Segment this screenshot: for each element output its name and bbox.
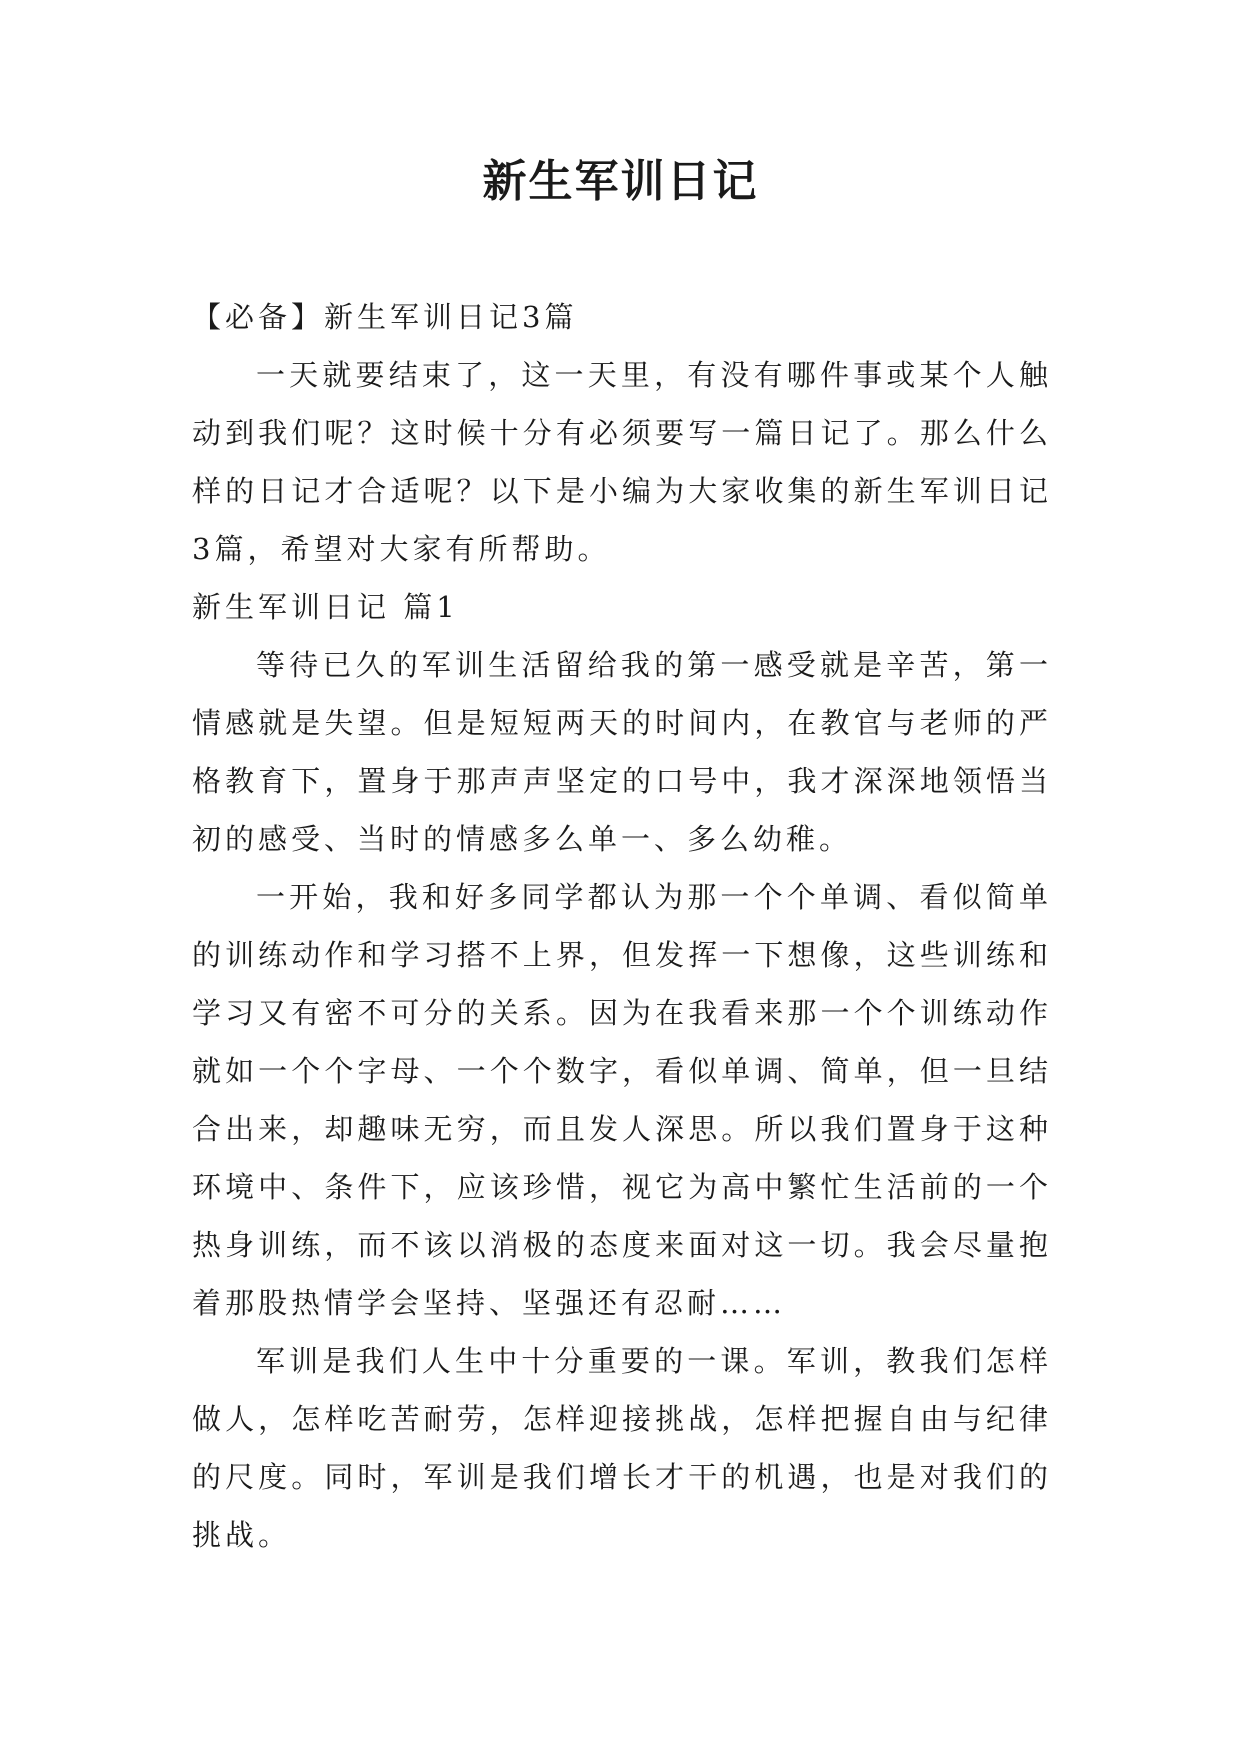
intro-paragraph: 一天就要结束了，这一天里，有没有哪件事或某个人触动到我们呢？这时候十分有必须要写一篇日记了。那么什么样的日记才合适呢？以下是小编为大家收集的新生军训日记3篇，希望对大家有所帮助。	[192, 358, 1052, 566]
document-subtitle: 【必备】新生军训日记3篇	[192, 300, 578, 334]
document-body	[192, 288, 1052, 1564]
body-paragraph: 一开始，我和好多同学都认为那一个个单调、看似简单的训练动作和学习搭不上界，但发挥一下想像，这些训练和学习又有密不可分的关系。因为在我看来那一个个训练动作就如一个个字母、一个个数字，看似单调、简单，但一旦结合出来，却趣味无穷，而且发人深思。所以我们置身于这种环境中、条件下，应该珍惜，视它为高中繁忙生活前的一个热身训练，而不该以消极的态度来面对这一切。我会尽量抱着那股热情学会坚持、坚强还有忍耐……	[192, 880, 1052, 1320]
body-paragraph: 等待已久的军训生活留给我的第一感受就是辛苦，第一情感就是失望。但是短短两天的时间内，在教官与老师的严格教育下，置身于那声声坚定的口号中，我才深深地领悟当初的感受、当时的情感多么单一、多么幼稚。	[192, 648, 1052, 856]
body-paragraph: 军训是我们人生中十分重要的一课。军训，教我们怎样做人，怎样吃苦耐劳，怎样迎接挑战，怎样把握自由与纪律的尺度。同时，军训是我们增长才干的机遇，也是对我们的挑战。	[192, 1344, 1052, 1552]
document-title: 新生军训日记	[482, 156, 759, 207]
section-heading: 新生军训日记 篇1	[192, 590, 459, 624]
